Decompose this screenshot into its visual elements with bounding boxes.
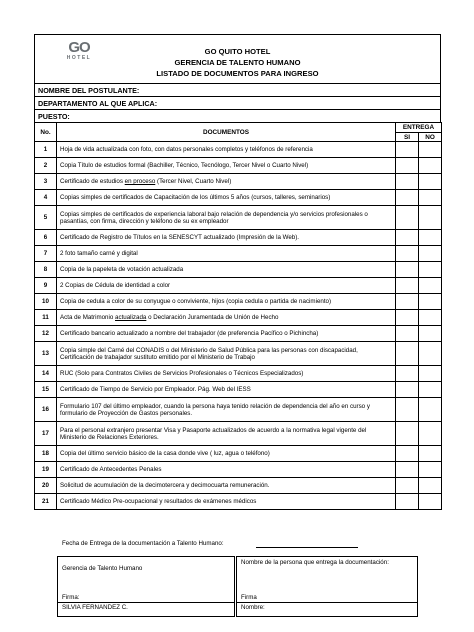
entrega-si-cell[interactable] <box>396 494 419 510</box>
entrega-no-cell[interactable] <box>419 478 442 494</box>
document-text: Certificado de Tiempo de Servicio por Empleador. Pág. Web del IESS <box>60 386 251 393</box>
title-block <box>35 35 441 84</box>
document-text: Certificado de estudios <box>60 178 125 185</box>
row-document <box>57 382 396 398</box>
document-text: Copias simples de certificados de experiencia laboral bajo relación de dependencia y/o servicios profesionales o pasantías, con firma, dirección y teléfono de su ex empleador <box>60 210 368 225</box>
document-text: Certificado de Antecedentes Penales <box>60 466 162 473</box>
row-number: 15 <box>35 382 57 398</box>
fecha-entrega-line[interactable] <box>256 547 358 548</box>
document-text: RUC (Solo para Contratos Civiles de Servicios Profesionales o Técnicos Especializados) <box>60 370 304 377</box>
document-text: Copia de la papeleta de votación actualizada <box>60 266 184 273</box>
document-text: Certificado Médico Pre-ocupacional y resultados de exámenes médicos <box>60 498 257 505</box>
row-number: 3 <box>35 174 57 190</box>
entrega-si-cell[interactable] <box>396 382 419 398</box>
row-number: 16 <box>35 398 57 422</box>
right-divider <box>237 602 417 603</box>
signature-box-right <box>236 556 418 617</box>
table-row <box>35 158 442 174</box>
table-row <box>35 478 442 494</box>
document-text-underlined: en proceso <box>124 178 156 185</box>
right-firma-label[interactable]: Firma <box>241 594 257 601</box>
logo-sub-text: HOTEL <box>66 55 92 61</box>
entrega-si-cell[interactable] <box>396 206 419 230</box>
table-row <box>35 278 442 294</box>
document-text: Para el personal extranjero presentar Visa y Pasaporte actualizados de acuerdo a la normativa legal vigente del Ministerio de Relaciones Exteriores. <box>60 426 367 441</box>
row-document <box>57 278 396 294</box>
row-number: 21 <box>35 494 57 510</box>
entrega-si-cell[interactable] <box>396 262 419 278</box>
document-text: Certificado de Registro de Títulos en la SENESCYT actualizado (Impresión de la Web). <box>60 234 300 241</box>
row-number: 2 <box>35 158 57 174</box>
entrega-no-cell[interactable] <box>419 158 442 174</box>
row-document <box>57 230 396 246</box>
signature-box-left <box>57 556 235 617</box>
document-sheet <box>34 34 441 510</box>
row-number: 11 <box>35 310 57 326</box>
row-number: 17 <box>35 422 57 446</box>
right-box-title: Nombre de la persona que entrega la documentación: <box>241 559 389 566</box>
row-document <box>57 422 396 446</box>
entrega-si-cell[interactable] <box>396 326 419 342</box>
table-row <box>35 342 442 366</box>
row-number: 5 <box>35 206 57 230</box>
table-row <box>35 494 442 510</box>
row-number: 12 <box>35 326 57 342</box>
entrega-si-cell[interactable] <box>396 174 419 190</box>
entrega-no-cell[interactable] <box>419 366 442 382</box>
table-row <box>35 190 442 206</box>
hotel-name: GO QUITO HOTEL <box>204 46 271 56</box>
entrega-no-cell[interactable] <box>419 326 442 342</box>
entrega-si-cell[interactable] <box>396 366 419 382</box>
entrega-no-cell[interactable] <box>419 206 442 230</box>
entrega-si-cell[interactable] <box>396 246 419 262</box>
col-no-entrega-header: NO <box>419 133 442 142</box>
left-firma-label[interactable]: Firma: <box>62 594 80 601</box>
header-table <box>34 34 441 123</box>
row-number: 13 <box>35 342 57 366</box>
logo-main-text: GO <box>68 39 90 56</box>
department-name: GERENCIA DE TALENTO HUMANO <box>174 57 301 67</box>
departamento-field[interactable]: DEPARTAMENTO AL QUE APLICA: <box>35 97 441 110</box>
entrega-no-cell[interactable] <box>419 246 442 262</box>
col-si-header: SI <box>396 133 419 142</box>
document-title: LISTADO DE DOCUMENTOS PARA INGRESO <box>156 68 319 78</box>
right-name-label[interactable]: Nombre: <box>241 604 265 611</box>
entrega-no-cell[interactable] <box>419 382 442 398</box>
table-row <box>35 462 442 478</box>
entrega-no-cell[interactable] <box>419 190 442 206</box>
row-document <box>57 478 396 494</box>
document-text: Copia del último servicio básico de la casa donde vive ( luz, agua o teléfono) <box>60 450 270 457</box>
row-document <box>57 446 396 462</box>
entrega-no-cell[interactable] <box>419 422 442 446</box>
table-row <box>35 246 442 262</box>
row-number: 18 <box>35 446 57 462</box>
row-number: 10 <box>35 294 57 310</box>
entrega-si-cell[interactable] <box>396 158 419 174</box>
left-divider <box>58 602 234 603</box>
document-text: Copia Título de estudios formal (Bachiller, Técnico, Tecnólogo, Tercer Nivel o Cuarto Nivel) <box>60 162 309 169</box>
row-document <box>57 326 396 342</box>
document-text: Copia simple del Carné del CONADIS o del Ministerio de Salud Pública para las personas con discapacidad, Certificación de trabajador sustituto emitido por el Ministerio de Trabajo <box>60 346 358 361</box>
document-text: 2 foto tamaño carné y digital <box>60 250 138 257</box>
row-number: 14 <box>35 366 57 382</box>
row-document <box>57 190 396 206</box>
document-text: 2 Copias de Cédula de identidad a color <box>60 282 171 289</box>
entrega-si-cell[interactable] <box>396 342 419 366</box>
entrega-si-cell[interactable] <box>396 398 419 422</box>
row-document <box>57 494 396 510</box>
row-document <box>57 142 396 158</box>
row-document <box>57 342 396 366</box>
documents-table <box>34 122 442 510</box>
document-text: Solicitud de acumulación de la decimotercera y decimocuarta remuneración. <box>60 482 270 489</box>
table-row <box>35 230 442 246</box>
document-text: Hoja de vida actualizada con foto, con datos personales completos y teléfonos de referencia <box>60 146 313 153</box>
row-document <box>57 246 396 262</box>
row-document <box>57 206 396 230</box>
row-document <box>57 262 396 278</box>
document-rows <box>35 142 442 510</box>
hotel-logo <box>59 40 99 61</box>
entrega-si-cell[interactable] <box>396 478 419 494</box>
row-document <box>57 310 396 326</box>
row-document <box>57 366 396 382</box>
entrega-no-cell[interactable] <box>419 494 442 510</box>
document-text-underlined: actualizada <box>115 314 147 321</box>
left-signer-name: SILVIA FERNANDEZ C. <box>62 604 128 611</box>
table-row <box>35 382 442 398</box>
row-number: 8 <box>35 262 57 278</box>
row-document <box>57 462 396 478</box>
fecha-entrega-label: Fecha de Entrega de la documentación a Talento Humano: <box>62 540 224 547</box>
table-row <box>35 398 442 422</box>
left-box-title: Gerencia de Talento Humano <box>62 565 143 572</box>
document-text: Acta de Matrimonio <box>60 314 116 321</box>
table-row <box>35 206 442 230</box>
table-row <box>35 422 442 446</box>
entrega-no-cell[interactable] <box>419 446 442 462</box>
entrega-no-cell[interactable] <box>419 342 442 366</box>
document-text-rest: (Tercer Nivel, Cuarto Nivel) <box>155 178 232 185</box>
row-document <box>57 158 396 174</box>
table-row <box>35 326 442 342</box>
table-row <box>35 262 442 278</box>
entrega-no-cell[interactable] <box>419 142 442 158</box>
document-text: Formulario 107 del último empleador, cuando la persona haya tenido relación de dependencia del año en curso y formulario de Proyección de Gastos personales. <box>60 402 370 417</box>
document-text-rest: o Declaración Juramentada de Unión de Hecho <box>146 314 279 321</box>
row-document <box>57 174 396 190</box>
row-number: 9 <box>35 278 57 294</box>
entrega-si-cell[interactable] <box>396 294 419 310</box>
entrega-si-cell[interactable] <box>396 278 419 294</box>
entrega-no-cell[interactable] <box>419 174 442 190</box>
document-text: Certificado bancario actualizado a nombre del trabajador (de preferencia Pacífico o Pichincha) <box>60 330 319 337</box>
puesto-field[interactable]: PUESTO: <box>35 110 441 123</box>
document-text: Copias simples de certificados de Capacitación de los últimos 5 años (cursos, talleres, seminarios) <box>60 194 331 201</box>
row-number: 1 <box>35 142 57 158</box>
postulante-field[interactable]: NOMBRE DEL POSTULANTE: <box>35 84 441 97</box>
row-number: 4 <box>35 190 57 206</box>
entrega-si-cell[interactable] <box>396 310 419 326</box>
col-no-header: No. <box>35 123 57 142</box>
row-document <box>57 294 396 310</box>
table-row <box>35 310 442 326</box>
entrega-no-cell[interactable] <box>419 398 442 422</box>
table-row <box>35 174 442 190</box>
entrega-si-cell[interactable] <box>396 190 419 206</box>
row-number: 7 <box>35 246 57 262</box>
entrega-no-cell[interactable] <box>419 230 442 246</box>
entrega-si-cell[interactable] <box>396 446 419 462</box>
table-row <box>35 142 442 158</box>
entrega-no-cell[interactable] <box>419 262 442 278</box>
entrega-si-cell[interactable] <box>396 422 419 446</box>
table-row <box>35 446 442 462</box>
entrega-no-cell[interactable] <box>419 462 442 478</box>
entrega-no-cell[interactable] <box>419 294 442 310</box>
table-row <box>35 366 442 382</box>
entrega-si-cell[interactable] <box>396 462 419 478</box>
entrega-no-cell[interactable] <box>419 278 442 294</box>
col-documentos-header: DOCUMENTOS <box>57 123 396 142</box>
row-document <box>57 398 396 422</box>
document-text: Copia de cedula a color de su conyugue o conviviente, hijos (copia cedula o partida de nacimiento) <box>60 298 332 305</box>
row-number: 20 <box>35 478 57 494</box>
entrega-si-cell[interactable] <box>396 230 419 246</box>
col-entrega-header: ENTREGA <box>396 123 442 133</box>
table-row <box>35 294 442 310</box>
entrega-si-cell[interactable] <box>396 142 419 158</box>
entrega-no-cell[interactable] <box>419 310 442 326</box>
row-number: 6 <box>35 230 57 246</box>
row-number: 19 <box>35 462 57 478</box>
